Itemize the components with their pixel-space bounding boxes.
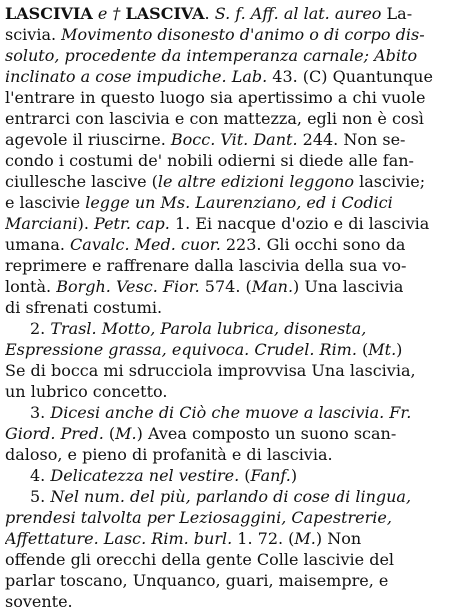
body-text: e lascivie xyxy=(5,193,86,212)
body-text: La- xyxy=(381,4,413,23)
entry-line xyxy=(5,23,460,46)
entry-line xyxy=(5,86,460,109)
body-text: ciullesche lascive ( xyxy=(5,172,158,191)
italic-text: prendesi talvolta per Leziosaggini, Capestrerie, xyxy=(5,508,392,527)
body-text: scivia. xyxy=(5,25,62,44)
italic-text: M. xyxy=(115,424,137,443)
italic-text: legge un Ms. Laurenziano, ed i Codici xyxy=(85,193,393,212)
body-text: 2. xyxy=(30,319,51,338)
italic-text: Borgh. Vesc. Fior. xyxy=(56,277,200,296)
body-text: 43. (C) Quantunque xyxy=(267,67,433,86)
body-text: ) xyxy=(290,466,298,485)
entry-line xyxy=(5,590,460,613)
body-text: offende gli orecchi della gente Colle lascivie del xyxy=(5,550,395,569)
entry-line xyxy=(5,44,460,67)
entry-line xyxy=(5,275,460,298)
body-text: 1. Ei nacque d'ozio e di lascivia xyxy=(169,214,430,233)
italic-text: Cavalc. Med. cuor. xyxy=(70,235,221,254)
entry-line xyxy=(5,233,460,256)
body-text: un lubrico concetto. xyxy=(5,382,168,401)
italic-text: Trasl. Motto, Parola lubrica, disonesta, xyxy=(50,319,367,338)
italic-text: e † xyxy=(92,4,126,23)
entry-line xyxy=(5,65,460,88)
entry-line xyxy=(5,443,460,466)
headword: LASCIVA xyxy=(125,4,205,23)
body-text: Se di bocca mi sdrucciola improvvisa Una lascivia, xyxy=(5,361,416,380)
body-text: reprimere e raffrenare dalla lascivia della sua vo- xyxy=(5,256,407,275)
italic-text: Fanf. xyxy=(250,466,291,485)
body-text: daloso, e pieno di profanità e di lascivia. xyxy=(5,445,333,464)
body-text: ( xyxy=(103,424,116,443)
entry-line xyxy=(5,422,460,445)
italic-text: inclinato a cose impudiche. Lab. xyxy=(5,67,268,86)
italic-text: soluto, procedente da intemperanza carnale; Abito xyxy=(5,46,418,65)
body-text: di sfrenati costumi. xyxy=(5,298,163,317)
entry-line xyxy=(5,170,460,193)
entry-line xyxy=(5,569,460,592)
body-text: ) Non xyxy=(315,529,362,548)
entry-line xyxy=(30,317,460,340)
body-text: 223. Gli occhi sono da xyxy=(220,235,406,254)
entry-line xyxy=(5,506,460,529)
body-text: sovente. xyxy=(5,592,73,611)
italic-text: Giord. Pred. xyxy=(5,424,104,443)
body-text: ( xyxy=(239,466,251,485)
italic-text: le altre edizioni leggono xyxy=(157,172,355,191)
body-text: lontà. xyxy=(5,277,57,296)
italic-text: Delicatezza nel vestire. xyxy=(50,466,240,485)
body-text: 4. xyxy=(30,466,51,485)
body-text: 1. 72. ( xyxy=(232,529,295,548)
body-text: ( xyxy=(356,340,369,359)
body-text: ) Una lascivia xyxy=(293,277,404,296)
italic-text: Movimento disonesto d'animo o di corpo dis- xyxy=(61,25,425,44)
entry-line xyxy=(5,548,460,571)
body-text: 244. Non se- xyxy=(297,130,406,149)
italic-text: S. f. Aff. al lat. aureo xyxy=(214,4,382,23)
entry-line xyxy=(30,401,460,424)
italic-text: Espressione grassa, equivoca. Crudel. Rim. xyxy=(5,340,357,359)
body-text: parlar toscano, Unquanco, guari, maisempre, e xyxy=(5,571,389,590)
body-text: ) Avea composto un suono scan- xyxy=(136,424,397,443)
body-text: l'entrare in questo luogo sia apertissimo a chi vuole xyxy=(5,88,426,107)
entry-line xyxy=(5,2,460,25)
entry-line xyxy=(5,338,460,361)
entry-line xyxy=(5,128,460,151)
entry-line xyxy=(5,296,460,319)
italic-text: Man. xyxy=(251,277,294,296)
body-text: . xyxy=(204,4,215,23)
body-text: agevole il riuscirne. xyxy=(5,130,171,149)
italic-text: Mt. xyxy=(368,340,397,359)
italic-text: Marciani xyxy=(5,214,78,233)
entry-line xyxy=(5,107,460,130)
body-text: lascivie; xyxy=(354,172,426,191)
entry-line xyxy=(5,212,460,235)
italic-text: Bocc. Vit. Dant. xyxy=(170,130,298,149)
italic-text: Nel num. del più, parlando di cose di lingua, xyxy=(50,487,412,506)
body-text: umana. xyxy=(5,235,71,254)
italic-text: M. xyxy=(294,529,316,548)
entry-line xyxy=(30,464,460,487)
entry-line xyxy=(5,149,460,172)
italic-text: Affettature. Lasc. Rim. burl. xyxy=(5,529,233,548)
body-text: ). xyxy=(77,214,95,233)
body-text: 5. xyxy=(30,487,51,506)
italic-text: Dicesi anche di Ciò che muove a lascivia. Fr. xyxy=(50,403,412,422)
headword: LASCIVIA xyxy=(5,4,93,23)
entry-line xyxy=(30,485,460,508)
entry-line xyxy=(5,254,460,277)
entry-line xyxy=(5,527,460,550)
italic-text: Petr. cap. xyxy=(94,214,170,233)
entry-line xyxy=(5,359,460,382)
entry-line xyxy=(5,191,460,214)
body-text: entrarci con lascivia e con mattezza, egli non è così xyxy=(5,109,424,128)
body-text: 574. ( xyxy=(199,277,252,296)
body-text: condo i costumi de' nobili odierni si diede alle fan- xyxy=(5,151,414,170)
body-text: 3. xyxy=(30,403,51,422)
body-text: ) xyxy=(396,340,403,359)
entry-line xyxy=(5,380,460,403)
